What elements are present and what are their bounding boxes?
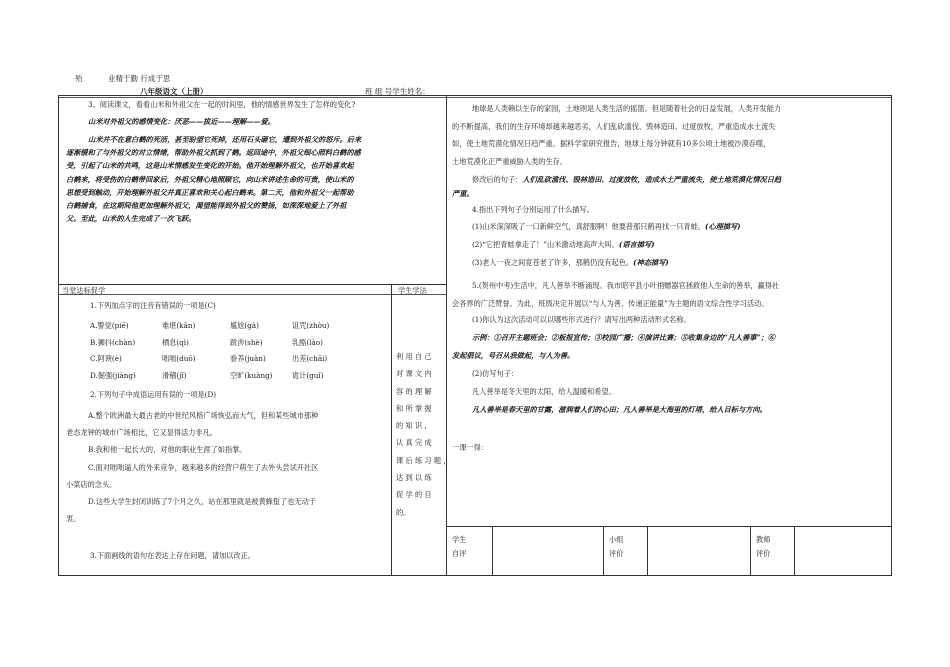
question-5: 5.(贺州中考)生活中，凡人善举不断涌现。我市昭平县小叶捐赠器官拯救他人生命的善举，赢得社 会各界的广泛赞誉。为此，班级决定开展以“与人为善，传递正能量”为主题的语文综合性学习活动。 <box>452 281 780 308</box>
q4-item-3: (3)老人一夜之间竟苍老了许多，那鹤仍没有起色。(神态描写) <box>472 258 669 267</box>
student-eval-label: 学生 自评 <box>452 535 467 558</box>
teacher-eval-label: 教师 评价 <box>756 535 771 558</box>
left-section-subdivider <box>58 294 446 295</box>
practice-question-1: 1.下列加点字的注音有错误的一项是(C) <box>90 301 216 310</box>
q5-part-1-answer-cont: 发起倡议，号召从我做起，与人为善。 <box>452 351 575 360</box>
q4-item-2: (2)“它把青蛙拿走了！”山米激动地高声大叫。(语言描写) <box>472 240 655 249</box>
revised-sentence: 修改后的句子：人们乱砍滥伐、毁林造田、过度放牧，造成水土严重流失，使土地荒漠化情况日趋 <box>472 175 782 184</box>
answer-3-summary: 山米对外祖父的感情变化：厌恶——拔近——理解——爱。 <box>88 117 275 126</box>
table-top-border <box>58 95 892 96</box>
question-4: 4.指出下列句子分别运用了什么描写。 <box>472 205 594 214</box>
table-right-border <box>891 95 892 575</box>
side-column-title: 学生学法 <box>398 286 427 295</box>
q5-part-1-answer: 示例：①召开主题班会；②板报宣传；③校园广播；④演讲比赛；⑤收集身边的“凡人善事”；⑥ <box>472 333 775 342</box>
q5-part-2-answer: 凡人善举是春天里的甘露，滋润着人们的心田；凡人善举是大海里的灯塔，给人目标与方向。 <box>472 405 767 414</box>
practice-question-2: 2.下列句子中成语运用有误的一项是(D) <box>90 390 217 399</box>
q5-part-2: (2)仿写句子： <box>472 369 519 378</box>
table-bottom-border <box>58 575 892 576</box>
eval-div-5 <box>794 526 795 575</box>
eval-top-border <box>446 526 892 527</box>
practice-question-3: 3.下面画线的语句在表达上存在问题，请加以改正。 <box>90 551 255 560</box>
eval-div-3 <box>647 526 648 575</box>
header-underline <box>58 97 892 98</box>
q1-options: A.警觉(piē) 难堪(kān) 尴尬(gà) 诅咒(zhòu) B.狮抖(chàn) 栖息(qì) 跋涉(shè) 乳酪(lào) C.阿谀(è) 咄咄(duō) 眷养(juàn) 出差(chāi) D.倔强(jiàng) 滑稽(jī) 空旷(kuàng) 诡计(guǐ) <box>90 321 330 380</box>
left-section-divider <box>58 284 446 285</box>
question-3: 3、阅读课文，看看山米和外祖父在一起的时间里，他的情感世界发生了怎样的变化? <box>88 100 356 109</box>
eval-div-4 <box>750 526 751 575</box>
study-method-text: 利 用 自 己 对 课 文 内 容 的 理 解 和 所 掌 握 的 知 识 ， 认 真 完 成 课 后 练 习 题 ， 达 到 以 练 促 学 的 目 的。 <box>396 352 451 517</box>
q2-options: A.整个欧洲最大最古老的中世纪风格广场恢弘而大气，但和某些城市那种 老态龙钟的城市广场相比，它又显得活力非凡。 B.我和他一起长大的，对他的职业生涯了如指掌。 C.面对咄咄逼人的外来竞争，越来越多的经营户萌生了去外头尝试开社区 小菜店的念头。 D.这些大学生封闭训练了7个月之久，站在那里就是被黄蜂蜇了也无动于 衷。 <box>66 411 319 524</box>
passage-paragraph: 地球是人类赖以生存的家园，土地则是人类生活的摇篮。但是随着社会的日益发展，人类开发能力 的不断提高，我们的生存环境却越来越恶劣，人们乱砍滥伐、毁林造田、过度放牧，严重造成水土流失 如，使土地荒漠化情况日趋严重。据科学家研究报告，地球上每分钟就有10多公顷土地被沙漠吞噬， 土地荒漠化正严重威胁人类的生存。 <box>452 104 782 166</box>
eval-div-1 <box>492 526 493 575</box>
eval-div-2 <box>603 526 604 575</box>
reflection-label: 一课一得： <box>452 443 488 452</box>
table-left-border <box>58 95 59 575</box>
subject-title: 八年级语文（上册） <box>140 87 208 96</box>
side-column-border <box>391 284 392 575</box>
motto-left: 殆 <box>75 74 83 83</box>
q4-item-1: (1)山米深深吸了一口新鲜空气，真舒服啊！他要普那只鹤再找一只青蛙。(心理描写) <box>472 222 741 231</box>
motto: 业精于勤 行成于思 <box>108 74 171 83</box>
q5-part-1: (1)你认为这次活动可以以哪些形式进行？请写出两种活动形式名称。 <box>472 315 691 324</box>
section-title: 当堂达标促学 <box>62 286 106 295</box>
q5-part-2-given: 凡人善举是冬天里的太阳，给人温暖和希望。 <box>472 387 616 396</box>
student-info-fields: 班 组 号学生姓名： <box>365 87 430 96</box>
revised-sentence-cont: 严重。 <box>452 189 474 198</box>
group-eval-label: 小组 评价 <box>609 535 624 558</box>
answer-3-paragraph: 山米并不在意白鹤的死活，甚至盼望它死掉，还用石头砸它，遭到外祖父的怒斥。后来 逐渐缓和了与外祖父的对立情绪，帮助外祖父抓到了鹤。返回途中，外祖父细心照料白鹤的感 受，引起了山米的共鸣，这是山米情感发生变化的开始。他开始理解外祖父，也开始喜欢起 白鹤来，将受伤的白鹤带回家后，外祖父精心地照顾它，向山米讲述生命的可贵，使山米的 思想受到触动，开始理解外祖父并真正喜欢和关心起白鹤来。第二天，他和外祖父一起帮助 白鹤捕食，在这期间他更加理解外祖父，渴望能得到外祖父的赞扬，如深深地爱上了外祖 父。至此，山米的人生完成了一次飞跃。 <box>66 135 362 224</box>
